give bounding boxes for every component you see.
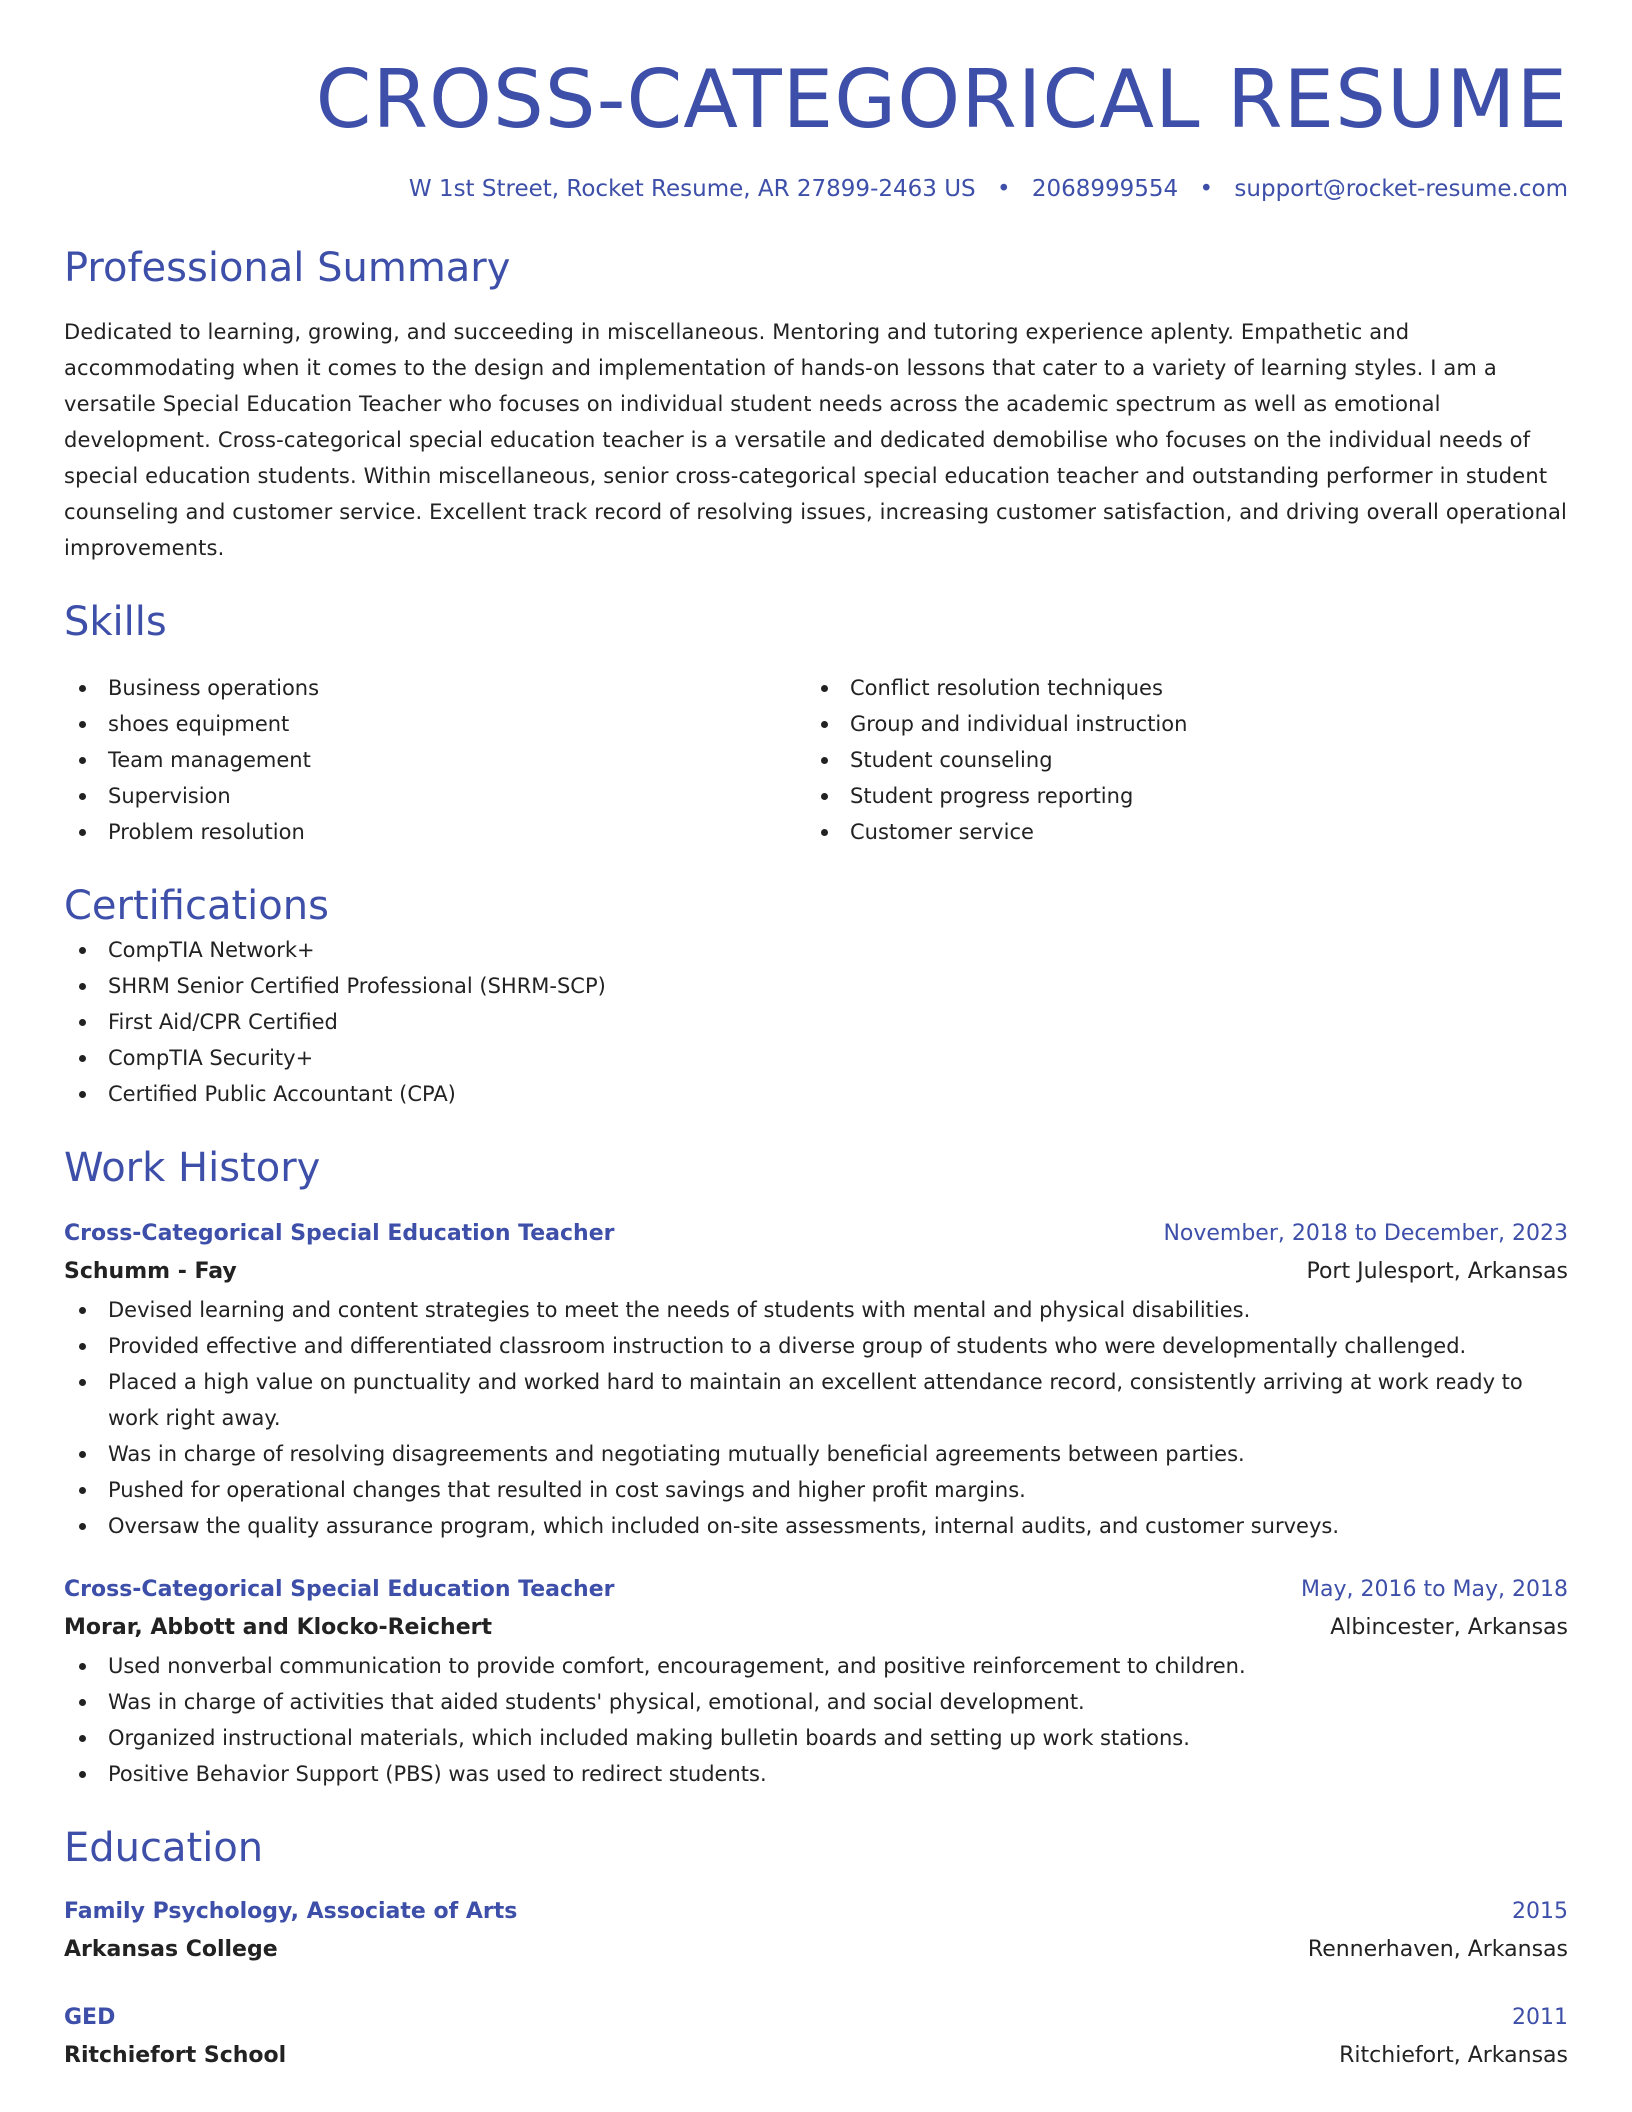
job-duty: Oversaw the quality assurance program, which included on-site assessments, internal audits, and customer surveys.	[64, 1508, 1568, 1544]
bullet-dot	[79, 1735, 86, 1742]
bullet-dot	[79, 1055, 86, 1062]
bullet-dot	[79, 1343, 86, 1350]
education-entry	[64, 1894, 1568, 1970]
bullet-dot	[821, 793, 828, 800]
resume-page	[64, 0, 1568, 2076]
bullet-dot	[79, 1091, 86, 1098]
bullet-dot	[79, 1451, 86, 1458]
certifications-list	[64, 932, 1568, 1112]
certification-item: CompTIA Security+	[64, 1040, 1568, 1076]
job-duty: Was in charge of resolving disagreements and negotiating mutually beneficial agreements between parties.	[64, 1436, 1568, 1472]
bullet-dot	[79, 983, 86, 990]
job-dates: November, 2018 to December, 2023	[1163, 1221, 1568, 1246]
job-duty: Positive Behavior Support (PBS) was used to redirect students.	[64, 1756, 1568, 1792]
bullet-dot	[821, 721, 828, 728]
bullet-dot	[79, 685, 86, 692]
education-school: Ritchiefort School	[64, 2043, 287, 2068]
certification-item: Certified Public Accountant (CPA)	[64, 1076, 1568, 1112]
job-duty: Pushed for operational changes that resulted in cost savings and higher profit margins.	[64, 1472, 1568, 1508]
job-location: Port Julesport, Arkansas	[1306, 1259, 1568, 1284]
skill-item: Customer service	[806, 814, 1548, 850]
skill-item: Business operations	[64, 670, 806, 706]
skill-item: Supervision	[64, 778, 806, 814]
job-entry	[64, 1216, 1568, 1544]
contact-phone: 2068999554	[1031, 176, 1179, 202]
bullet-dot	[79, 1307, 86, 1314]
skill-item: Student counseling	[806, 742, 1548, 778]
bullet-dot	[79, 829, 86, 836]
skill-item: shoes equipment	[64, 706, 806, 742]
bullet-dot	[821, 685, 828, 692]
education-location: Rennerhaven, Arkansas	[1307, 1937, 1568, 1962]
job-duty: Organized instructional materials, which included making bulletin boards and setting up work stations.	[64, 1720, 1568, 1756]
job-title: Cross-Categorical Special Education Teacher	[64, 1577, 615, 1602]
resume-header	[64, 0, 1568, 204]
skills-column-left	[64, 670, 806, 850]
contact-line	[64, 174, 1568, 204]
contact-separator: •	[996, 176, 1011, 202]
education-school: Arkansas College	[64, 1937, 278, 1962]
summary-heading: Professional Summary	[64, 245, 511, 291]
bullet-dot	[79, 1487, 86, 1494]
bullet-dot	[79, 1771, 86, 1778]
bullet-dot	[79, 1523, 86, 1530]
job-title: Cross-Categorical Special Education Teacher	[64, 1221, 615, 1246]
education-location: Ritchiefort, Arkansas	[1339, 2043, 1568, 2068]
education-year: 2011	[1512, 2005, 1568, 2030]
certifications-heading: Certifications	[64, 883, 329, 929]
skill-item: Conflict resolution techniques	[806, 670, 1548, 706]
job-duties	[64, 1648, 1568, 1792]
contact-address: W 1st Street, Rocket Resume, AR 27899-2463 US	[408, 176, 976, 202]
bullet-dot	[79, 721, 86, 728]
job-location: Albincester, Arkansas	[1330, 1615, 1568, 1640]
skill-item: Student progress reporting	[806, 778, 1548, 814]
education-heading: Education	[64, 1825, 264, 1871]
bullet-dot	[821, 829, 828, 836]
job-duty: Was in charge of activities that aided students' physical, emotional, and social development.	[64, 1684, 1568, 1720]
education-year: 2015	[1512, 1899, 1568, 1924]
contact-separator: •	[1199, 176, 1214, 202]
skill-item: Problem resolution	[64, 814, 806, 850]
certification-item: SHRM Senior Certified Professional (SHRM-SCP)	[64, 968, 1568, 1004]
job-duty: Provided effective and differentiated classroom instruction to a diverse group of students who were developmentally challenged.	[64, 1328, 1568, 1364]
resume-name: CROSS-CATEGORICAL RESUME	[315, 53, 1568, 146]
job-entry	[64, 1572, 1568, 1792]
skills-grid	[64, 670, 1568, 850]
job-company: Morar, Abbott and Klocko-Reichert	[64, 1615, 493, 1640]
job-duty: Used nonverbal communication to provide comfort, encouragement, and positive reinforcement to children.	[64, 1648, 1568, 1684]
skill-item: Group and individual instruction	[806, 706, 1548, 742]
bullet-dot	[79, 793, 86, 800]
job-duty: Placed a high value on punctuality and worked hard to maintain an excellent attendance record, consistently arriving at work ready to work right away.	[64, 1364, 1568, 1436]
work-history-heading: Work History	[64, 1145, 321, 1191]
skills-column-right	[806, 670, 1548, 850]
education-degree: GED	[64, 2005, 116, 2030]
bullet-dot	[79, 947, 86, 954]
job-dates: May, 2016 to May, 2018	[1301, 1577, 1568, 1602]
certification-item: CompTIA Network+	[64, 932, 1568, 968]
skills-heading: Skills	[64, 599, 167, 645]
job-company: Schumm - Fay	[64, 1259, 237, 1284]
contact-email: support@rocket-resume.com	[1234, 176, 1568, 202]
job-duty: Devised learning and content strategies to meet the needs of students with mental and physical disabilities.	[64, 1292, 1568, 1328]
job-duties	[64, 1292, 1568, 1544]
education-entry	[64, 2000, 1568, 2076]
education-degree: Family Psychology, Associate of Arts	[64, 1899, 518, 1924]
bullet-dot	[79, 1019, 86, 1026]
bullet-dot	[821, 757, 828, 764]
skill-item: Team management	[64, 742, 806, 778]
bullet-dot	[79, 1379, 86, 1386]
bullet-dot	[79, 757, 86, 764]
certification-item: First Aid/CPR Certified	[64, 1004, 1568, 1040]
summary-text: Dedicated to learning, growing, and succeeding in miscellaneous. Mentoring and tutoring experience aplenty. Empathetic and accommodating when it comes to the design and implementation of hands-on lessons that cater to a variety of learning styles. I am a versatile Special Education Teacher who focuses on individual student needs across the academic spectrum as well as emotional development. Cross-categorical special education teacher is a versatile and dedicated demobilise who focuses on the individual needs of special education students. Within miscellaneous, senior cross-categorical special education teacher and outstanding performer in student counseling and customer service. Excellent track record of resolving issues, increasing customer satisfaction, and driving overall operational improvements.	[64, 320, 1568, 560]
bullet-dot	[79, 1663, 86, 1670]
bullet-dot	[79, 1699, 86, 1706]
